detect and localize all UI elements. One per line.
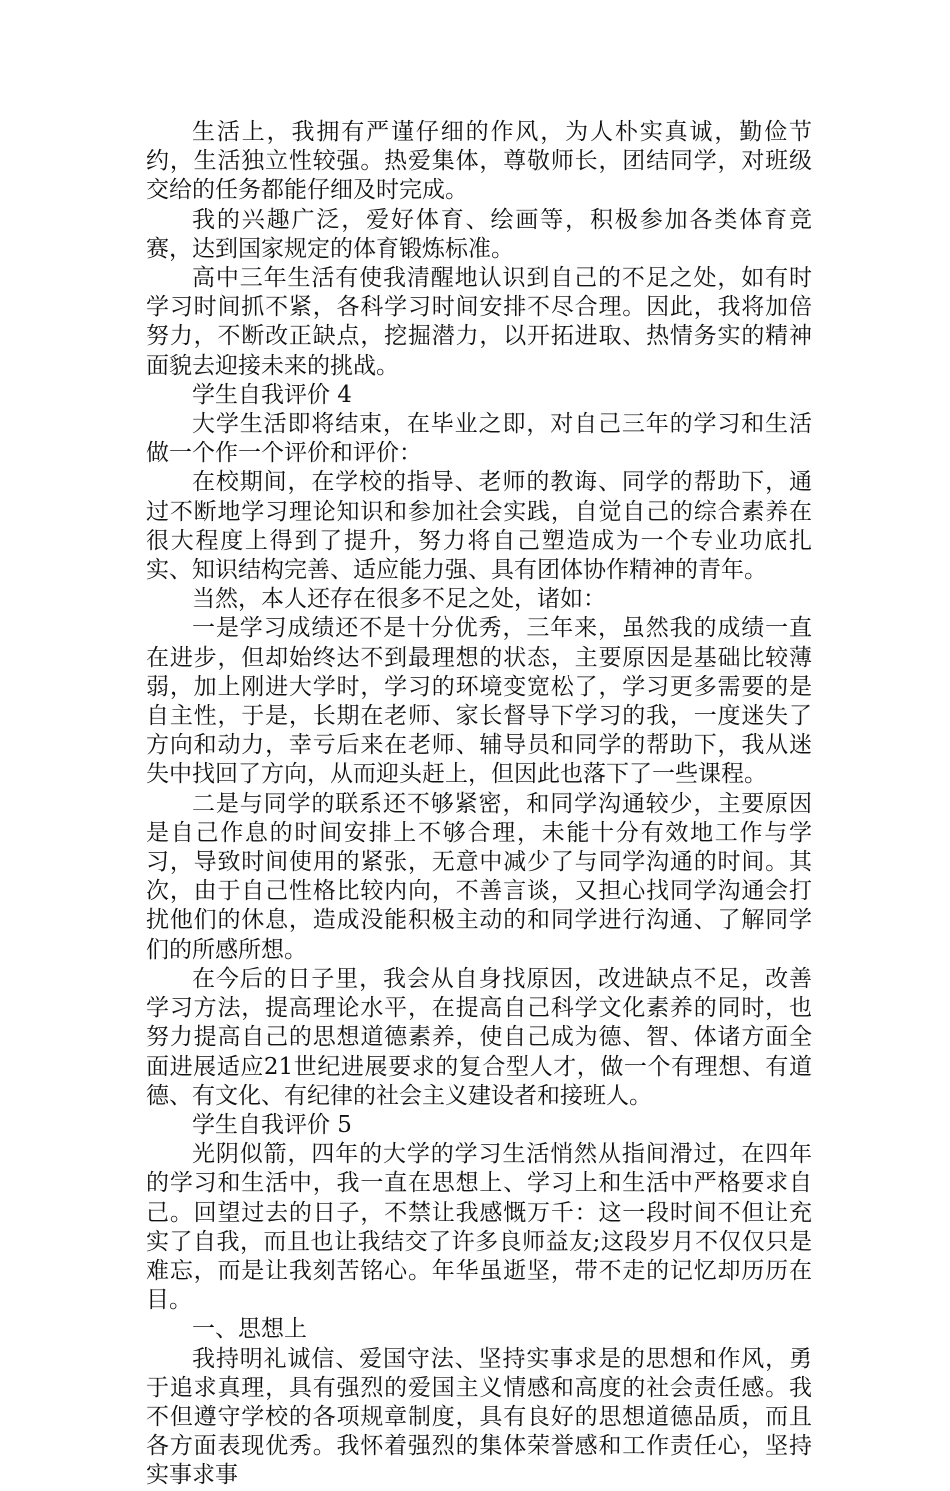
paragraph-intro-5: 光阴似箭，四年的大学的学习生活悄然从指间滑过，在四年的学习和生活中，我一直在思想上、学习上和生活中严格要求自己。回望过去的日子，不禁让我感慨万千：这一段时间不但让充实了自我，而且也让我结交了许多良师益友;这段岁月不仅仅只是难忘，而是让我刻苦铭心。年华虽逝坚，带不走的记忆却历历在目。	[146, 1141, 812, 1314]
paragraph-thought: 我持明礼诚信、爱国守法、坚持实事求是的思想和作风，勇于追求真理，具有强烈的爱国主义情感和高度的社会责任感。我不但遵守学校的各项规章制度，具有良好的思想道德品质，而且各方面表现优秀。我怀着强烈的集体荣誉感和工作责任心，坚持实事求事	[146, 1345, 812, 1489]
paragraph-intro-4: 大学生活即将结束，在毕业之即，对自己三年的学习和生活做一个作一个评价和评价：	[146, 411, 812, 467]
document-page	[146, 118, 812, 1491]
subheading-thought: 一、思想上	[192, 1316, 307, 1343]
paragraph-shortcoming-one: 一是学习成绩还不是十分优秀，三年来，虽然我的成绩一直在进步，但却始终达不到最理想的状态，主要原因是基础比较薄弱，加上刚进大学时，学习的环境变宽松了，学习更多需要的是自主性，于是，长期在老师、家长督导下学习的我，一度迷失了方向和动力，幸亏后来在老师、辅导员和同学的帮助下，我从迷失中找回了方向，从而迎头赶上，但因此也落下了一些课程。	[146, 615, 812, 788]
section-heading-5: 学生自我评价 5	[192, 1111, 352, 1138]
paragraph-interests: 我的兴趣广泛，爱好体育、绘画等，积极参加各类体育竞赛，达到国家规定的体育锻炼标准。	[146, 206, 812, 262]
section-heading-4: 学生自我评价 4	[192, 381, 352, 408]
paragraph-life: 生活上，我拥有严谨仔细的作风，为人朴实真诚，勤俭节约，生活独立性较强。热爱集体，尊敬师长，团结同学，对班级交给的任务都能仔细及时完成。	[146, 119, 812, 204]
paragraph-shortcomings-lead: 当然，本人还存在很多不足之处，诸如：	[192, 586, 606, 613]
paragraph-shortcoming-two: 二是与同学的联系还不够紧密，和同学沟通较少，主要原因是自己作息的时间安排上不够合理，未能十分有效地工作与学习，导致时间使用的紧张，无意中减少了与同学沟通的时间。其次，由于自己性格比较内向，不善言谈，又担心找同学沟通会打扰他们的休息，造成没能积极主动的和同学进行沟通、了解同学们的所感所想。	[146, 790, 812, 963]
paragraph-future: 在今后的日子里，我会从自身找原因，改进缺点不足，改善学习方法，提高理论水平，在提高自己科学文化素养的同时，也努力提高自己的思想道德素养，使自己成为德、智、体诸方面全面进展适应21世纪进展要求的复合型人才，做一个有理想、有道德、有文化、有纪律的社会主义建设者和接班人。	[146, 965, 812, 1109]
paragraph-campus: 在校期间，在学校的指导、老师的教诲、同学的帮助下，通过不断地学习理论知识和参加社会实践，自觉自己的综合素养在很大程度上得到了提升，努力将自己塑造成为一个专业功底扎实、知识结构完善、适应能力强、具有团体协作精神的青年。	[146, 469, 812, 584]
paragraph-shortcomings-highschool: 高中三年生活有使我清醒地认识到自己的不足之处，如有时学习时间抓不紧，各科学习时间安排不尽合理。因此，我将加倍努力，不断改正缺点，挖掘潜力，以开拓进取、热情务实的精神面貌去迎接未来的挑战。	[146, 265, 812, 379]
